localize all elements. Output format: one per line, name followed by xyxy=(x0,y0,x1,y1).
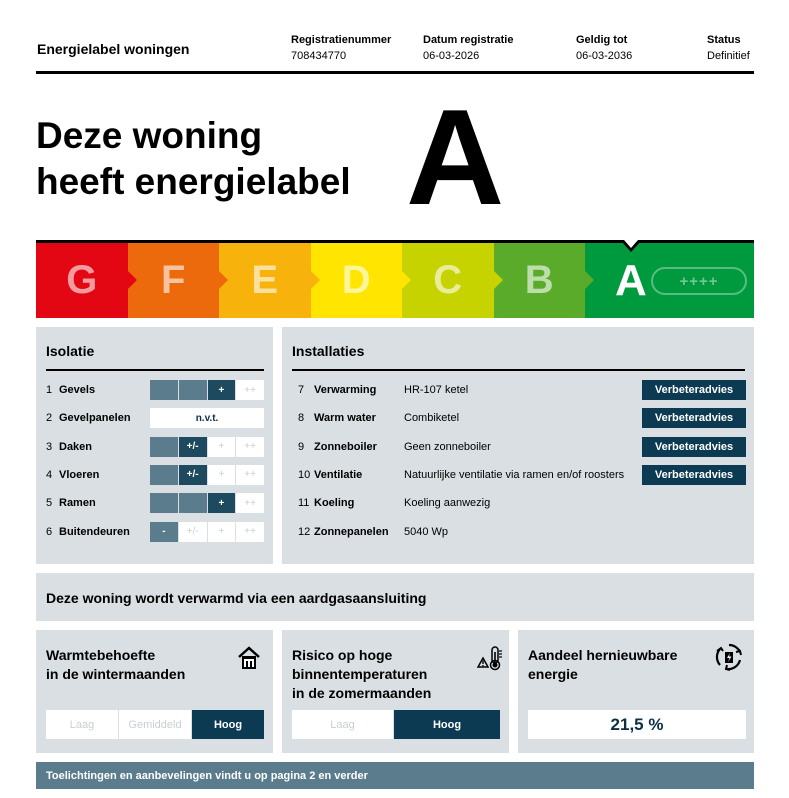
installaties-panel xyxy=(282,327,754,564)
insulation-rating xyxy=(150,522,264,542)
installatie-row xyxy=(292,380,745,400)
heating-text: Deze woning wordt verwarmd via een aardgasaansluiting xyxy=(46,590,427,606)
row-number: 2 xyxy=(46,412,53,425)
footer-note: Toelichtingen en aanbevelingen vindt u op pagina 2 en verder xyxy=(36,762,754,789)
scale-class-letter: E xyxy=(251,258,279,302)
insulation-rating xyxy=(150,493,264,513)
row-name: Warm water xyxy=(314,412,376,425)
rating-cell: + xyxy=(208,465,236,485)
renewable-share-value: 21,5 % xyxy=(528,710,746,739)
energy-scale xyxy=(36,243,754,318)
row-name: Daken xyxy=(59,440,93,453)
status xyxy=(707,34,750,62)
rating-cell: + xyxy=(208,493,236,513)
rating-cell: ++ xyxy=(236,493,264,513)
warmtebehoefte-scale xyxy=(46,710,264,739)
row-value: HR-107 ketel xyxy=(404,384,469,396)
installatie-row xyxy=(292,493,745,513)
row-number: 12 xyxy=(298,525,311,538)
scale-arrow xyxy=(219,271,228,289)
option-gemiddeld: Gemiddeld xyxy=(119,710,191,739)
hernieuwbaar-title xyxy=(528,646,677,684)
rating-cell xyxy=(179,493,207,513)
verbeteradvies-button[interactable]: Verbeteradvies xyxy=(642,465,746,485)
verbeteradvies-button[interactable]: Verbeteradvies xyxy=(642,380,746,400)
header-value: 06-03-2036 xyxy=(576,50,633,62)
isolatie-row xyxy=(46,408,264,428)
header-label: Status xyxy=(707,34,741,46)
option-laag: Laag xyxy=(46,710,118,739)
row-number: 6 xyxy=(46,525,53,538)
scale-class-letter: G xyxy=(66,258,98,302)
scale-class-letter: F xyxy=(161,258,186,302)
active-class-pointer-inner xyxy=(624,240,638,248)
rating-cell: ++ xyxy=(236,380,264,400)
headline xyxy=(36,113,396,205)
registration-number xyxy=(291,34,391,62)
rating-cell: +/- xyxy=(179,437,207,457)
risico-panel xyxy=(282,630,509,753)
installaties-title: Installaties xyxy=(292,343,365,359)
row-number: 5 xyxy=(46,497,53,510)
insulation-rating xyxy=(150,437,264,457)
headline-line-1: Deze woning xyxy=(36,115,263,156)
rating-cell xyxy=(150,465,178,485)
scale-class-f xyxy=(128,243,220,318)
row-number: 3 xyxy=(46,440,53,453)
thermometer-warning-icon xyxy=(477,644,505,672)
row-name: Zonneboiler xyxy=(314,440,377,453)
scale-class-b xyxy=(494,243,586,318)
isolatie-row xyxy=(46,437,264,457)
scale-class-c xyxy=(402,243,494,318)
isolatie-rule xyxy=(46,369,264,371)
isolatie-panel xyxy=(36,327,273,564)
title-line: in de wintermaanden xyxy=(46,666,186,682)
row-value: Koeling aanwezig xyxy=(404,497,491,510)
rating-cell: + xyxy=(208,380,236,400)
row-name: Verwarming xyxy=(314,384,377,396)
row-name: Vloeren xyxy=(59,468,100,481)
option-laag: Laag xyxy=(292,710,393,739)
row-number: 10 xyxy=(298,468,311,481)
row-name: Zonnepanelen xyxy=(314,525,389,538)
title-line: energie xyxy=(528,666,578,682)
installatie-row xyxy=(292,465,745,485)
row-name: Buitendeuren xyxy=(59,525,130,538)
header-label: Geldig tot xyxy=(576,34,628,46)
isolatie-row xyxy=(46,522,264,542)
energy-label-letter: A xyxy=(406,81,505,233)
scale-class-d xyxy=(311,243,403,318)
rating-cell: + xyxy=(208,437,236,457)
verbeteradvies-button[interactable]: Verbeteradvies xyxy=(642,408,746,428)
scale-class-letter: D xyxy=(341,258,371,302)
label-header xyxy=(36,30,754,74)
title-line: binnentemperaturen xyxy=(292,666,428,682)
row-name: Gevels xyxy=(59,384,96,396)
title-line: Aandeel hernieuwbare xyxy=(528,647,678,663)
rating-cell: +/- xyxy=(179,465,207,485)
scale-class-letter: B xyxy=(524,258,554,302)
header-value: 06-03-2026 xyxy=(423,50,480,62)
insulation-rating xyxy=(150,465,264,485)
header-value: Definitief xyxy=(707,50,750,62)
isolatie-title: Isolatie xyxy=(46,343,95,359)
scale-class-e xyxy=(219,243,311,318)
row-value: 5040 Wp xyxy=(404,525,449,538)
rating-cell: + xyxy=(208,522,236,542)
title-line: in de zomermaanden xyxy=(292,685,432,701)
scale-class-g xyxy=(36,243,128,318)
rating-cell: ++ xyxy=(236,522,264,542)
renewable-energy-icon xyxy=(714,642,744,672)
row-number: 1 xyxy=(46,384,53,396)
scale-arrow xyxy=(494,271,503,289)
headline-line-2: heeft energielabel xyxy=(36,161,351,202)
scale-arrow xyxy=(402,271,411,289)
installatie-row xyxy=(292,437,745,457)
hernieuwbaar-panel xyxy=(518,630,754,753)
row-number: 7 xyxy=(298,384,305,396)
risico-title xyxy=(292,646,431,703)
house-heating-icon xyxy=(235,644,263,672)
rating-cell xyxy=(150,493,178,513)
row-number: 4 xyxy=(46,468,53,481)
row-name: Gevelpanelen xyxy=(59,412,131,425)
header-label: Registratienummer xyxy=(291,34,392,46)
row-name: Koeling xyxy=(314,497,355,510)
isolatie-row xyxy=(46,380,264,400)
warmtebehoefte-title xyxy=(46,646,185,684)
registration-date xyxy=(423,34,513,62)
valid-until xyxy=(576,34,632,62)
document-title: Energielabel woningen xyxy=(37,41,190,57)
plus-class-pill: ++++ xyxy=(651,267,747,295)
scale-arrow xyxy=(585,271,594,289)
verbeteradvies-button[interactable]: Verbeteradvies xyxy=(642,437,746,457)
rating-cell: ++ xyxy=(236,437,264,457)
rating-cell: +/- xyxy=(179,522,207,542)
installatie-row xyxy=(292,408,745,428)
rating-cell: ++ xyxy=(236,465,264,485)
title-line: Risico op hoge xyxy=(292,647,393,663)
row-value: Natuurlijke ventilatie via ramen en/of roosters xyxy=(404,468,625,481)
scale-class-letter: A xyxy=(615,255,647,305)
isolatie-row xyxy=(46,493,264,513)
installatie-row xyxy=(292,522,745,542)
rating-cell xyxy=(150,380,178,400)
rating-cell xyxy=(179,380,207,400)
scale-class-letter: C xyxy=(433,258,463,302)
header-value: 708434770 xyxy=(291,50,347,62)
scale-arrow xyxy=(128,271,137,289)
row-value: Geen zonneboiler xyxy=(404,440,491,453)
rating-cell: n.v.t. xyxy=(150,408,264,428)
heating-panel xyxy=(36,573,754,621)
installaties-rule xyxy=(292,369,745,371)
insulation-rating xyxy=(150,408,264,428)
scale-arrow xyxy=(311,271,320,289)
isolatie-row xyxy=(46,465,264,485)
insulation-rating xyxy=(150,380,264,400)
risico-scale xyxy=(292,710,500,739)
rating-cell xyxy=(150,437,178,457)
title-line: Warmtebehoefte xyxy=(46,647,156,663)
row-number: 8 xyxy=(298,412,305,425)
row-value: Combiketel xyxy=(404,412,460,425)
option-hoog-selected: Hoog xyxy=(394,710,500,739)
option-hoog-selected: Hoog xyxy=(192,710,264,739)
row-number: 11 xyxy=(298,497,310,510)
scale-class-a xyxy=(585,243,754,318)
warmtebehoefte-panel xyxy=(36,630,273,753)
header-label: Datum registratie xyxy=(423,34,514,46)
rating-cell: - xyxy=(150,522,178,542)
row-number: 9 xyxy=(298,440,305,453)
row-name: Ventilatie xyxy=(314,468,363,481)
row-name: Ramen xyxy=(59,497,96,510)
